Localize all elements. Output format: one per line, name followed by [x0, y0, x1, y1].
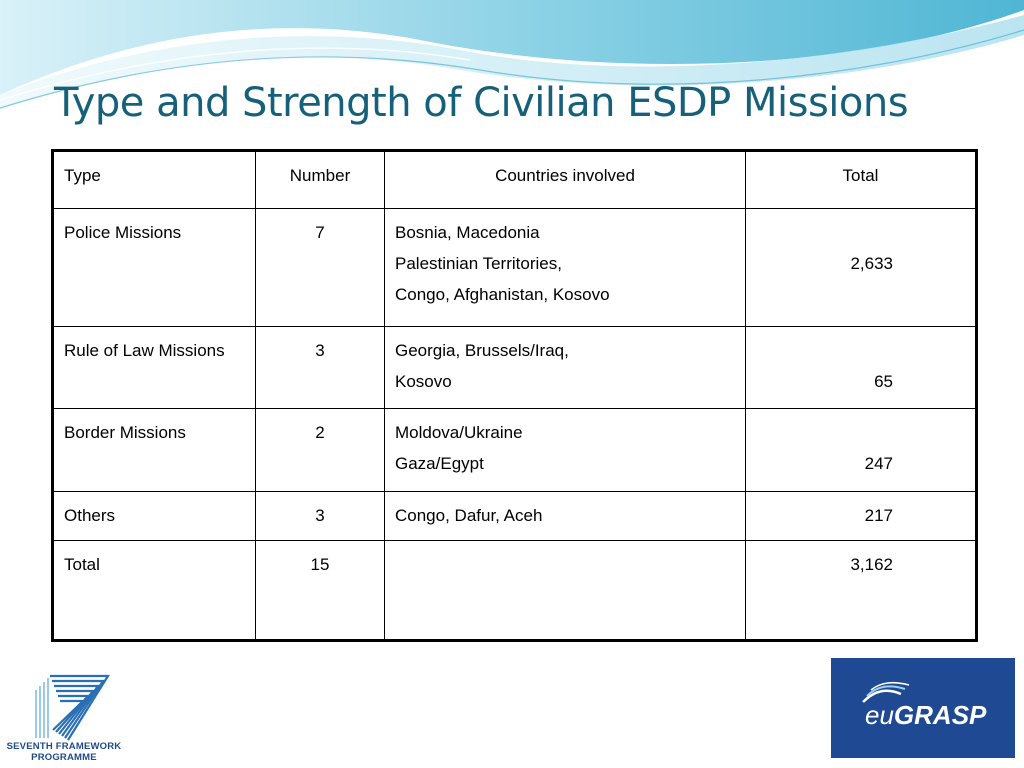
cell-countries — [385, 408, 746, 491]
cell-number: 3 — [256, 327, 385, 408]
cell-number: 7 — [256, 209, 385, 327]
cell-total — [746, 327, 977, 408]
cell-type: Total — [53, 540, 256, 640]
cell-countries — [385, 327, 746, 408]
missions-table — [51, 149, 978, 642]
country-line: Kosovo — [395, 372, 452, 392]
table-row-total — [53, 540, 977, 640]
cell-number: 15 — [256, 540, 385, 640]
cell-type: Others — [53, 491, 256, 540]
cell-type: Rule of Law Missions — [53, 327, 256, 408]
cell-countries — [385, 540, 746, 640]
cell-total — [746, 209, 977, 327]
table-row — [53, 327, 977, 408]
cell-total: 3,162 — [746, 540, 977, 640]
country-line: Moldova/Ukraine — [395, 422, 523, 442]
total-value: 2,633 — [850, 254, 893, 274]
country-line: Congo, Afghanistan, Kosovo — [395, 285, 610, 305]
cell-number: 3 — [256, 491, 385, 540]
fp7-label-line1: SEVENTH FRAMEWORK — [6, 741, 122, 752]
table-row — [53, 209, 977, 327]
cell-type: Border Missions — [53, 408, 256, 491]
cell-number: 2 — [256, 408, 385, 491]
cell-total — [746, 408, 977, 491]
eugrasp-wordmark: euGRASP — [865, 700, 987, 730]
header-type: Type — [53, 151, 256, 209]
slide-title: Type and Strength of Civilian ESDP Missions — [54, 80, 909, 126]
header-number: Number — [256, 151, 385, 209]
country-line: Gaza/Egypt — [395, 453, 484, 473]
country-line: Bosnia, Macedonia — [395, 223, 540, 243]
header-total: Total — [746, 151, 977, 209]
eugrasp-logo — [831, 658, 1015, 758]
total-value: 247 — [864, 453, 893, 473]
table-header-row — [53, 151, 977, 209]
cell-countries — [385, 491, 746, 540]
cell-total: 217 — [746, 491, 977, 540]
country-line: Georgia, Brussels/Iraq, — [395, 341, 569, 361]
table-row — [53, 491, 977, 540]
header-countries: Countries involved — [385, 151, 746, 209]
country-line: Palestinian Territories, — [395, 254, 562, 274]
fp7-label-line2: PROGRAMME — [31, 752, 97, 763]
country-line: Congo, Dafur, Aceh — [395, 505, 543, 525]
cell-type: Police Missions — [53, 209, 256, 327]
table-row — [53, 408, 977, 491]
cell-countries — [385, 209, 746, 327]
total-value: 65 — [874, 372, 893, 392]
